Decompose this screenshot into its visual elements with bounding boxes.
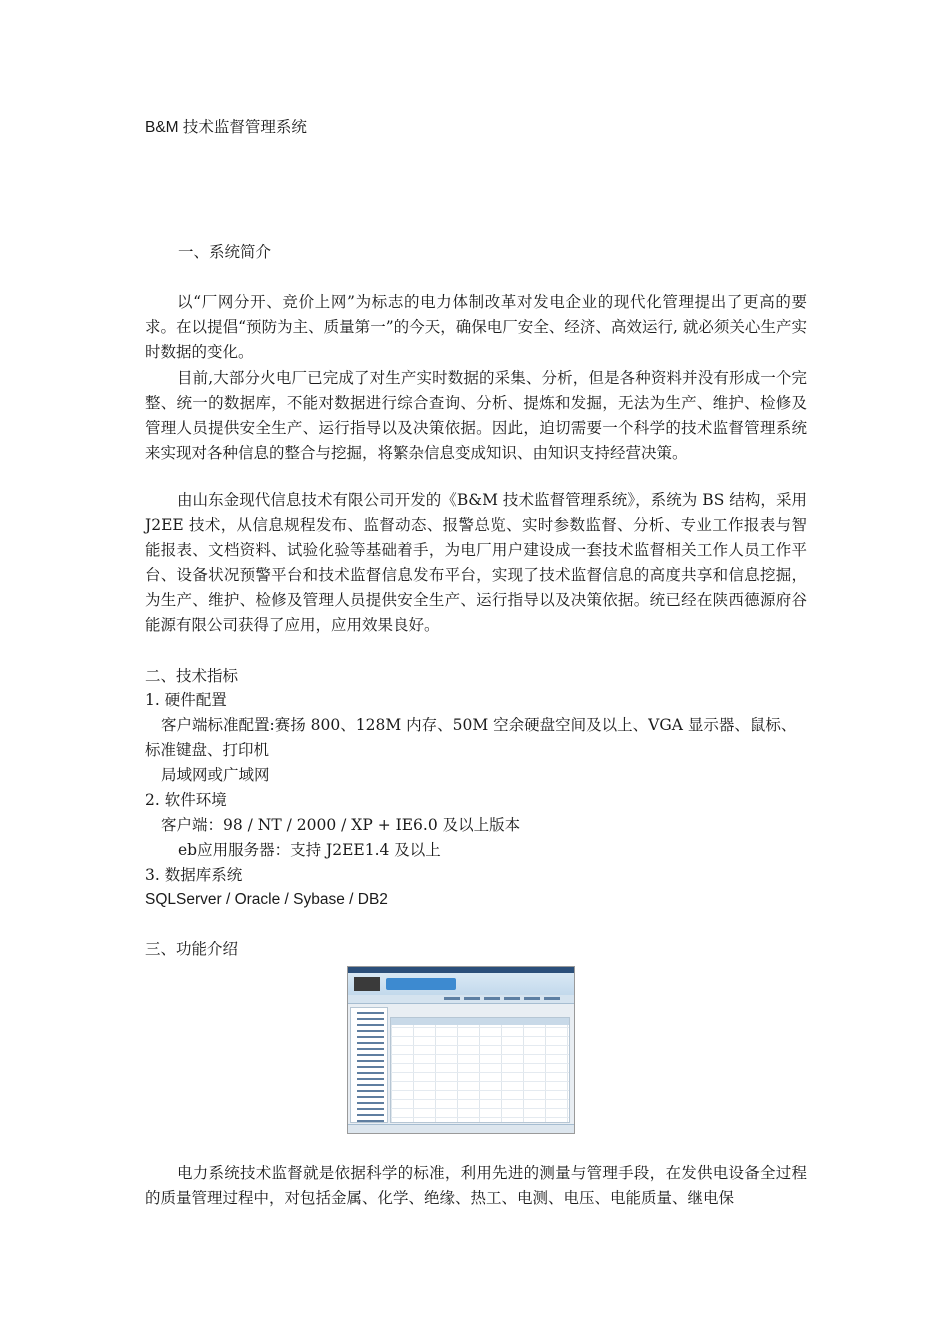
spec-software-line-1: 客户端：98 / NT / 2000 / XP + IE6.0 及以上版本: [161, 816, 521, 834]
figure-status-bar: [348, 1124, 574, 1133]
section-heading-specs: 二、技术指标: [145, 667, 239, 685]
spec-hardware-line-2: 标准键盘、打印机: [145, 741, 270, 759]
spec-item-hardware: 1. 硬件配置: [145, 691, 227, 709]
section-heading-features: 三、功能介绍: [145, 940, 239, 958]
figure-grid-header: [391, 1018, 569, 1025]
figure-banner-title: [386, 978, 456, 990]
spec-hardware-line-1: 客户端标准配置:赛扬 800、128M 内存、50M 空余硬盘空间及以上、VGA 显示器、鼠标、: [161, 716, 797, 734]
document-title: B&M 技术监督管理系统: [145, 119, 307, 136]
spec-database-line: SQLServer / Oracle / Sybase / DB2: [145, 891, 388, 908]
intro-paragraph-2: 目前,大部分火电厂已完成了对生产实时数据的采集、分析，但是各种资料并没有形成一个完整、统一的数据库，不能对数据进行综合查询、分析、提炼和发掘，无法为生产、维护、检修及管理人员提供安全生产、运行指导以及决策依据。因此，迫切需要一个科学的技术监督管理系统来实现对各种信息的整合与挖掘，将繁杂信息变成知识、由知识支持经营决策。: [145, 369, 807, 462]
figure-tree-panel: [350, 1007, 388, 1123]
spec-software-line-2: eb应用服务器：支持 J2EE1.4 及以上: [178, 841, 441, 859]
spec-item-database: 3. 数据库系统: [145, 866, 243, 884]
figure-body: [348, 1005, 574, 1125]
figure-menu-bar: [348, 995, 574, 1004]
spec-item-software: 2. 软件环境: [145, 791, 227, 809]
figure-data-grid: [390, 1017, 570, 1123]
spec-hardware-line-3: 局域网或广域网: [161, 766, 270, 784]
figure-logo: [354, 977, 380, 991]
intro-paragraph-3: 由山东金现代信息技术有限公司开发的《B&M 技术监督管理系统》，系统为 BS 结构，采用 J2EE 技术，从信息规程发布、监督动态、报警总览、实时参数监督、分析、专业工作报表与智能报表、文档资料、试验化验等基础着手，为电厂用户建设成一套技术监督相关工作人员工作平台、设备状况预警平台和技术监督信息发布平台，实现了技术监督信息的高度共享和信息挖掘， 为生产、维护、检修及管理人员提供安全生产、运行指导以及决策依据。统已经在陕西德源府谷能源有限公司获得了应用，应用效果良好。: [145, 491, 807, 634]
figure-banner: [348, 973, 574, 995]
features-paragraph-1: 电力系统技术监督就是依据科学的标准，利用先进的测量与管理手段，在发供电设备全过程的质量管理过程中，对包括金属、化学、绝缘、热工、电测、电压、电能质量、继电保: [145, 1164, 807, 1207]
intro-paragraph-1: 以“厂网分开、竞价上网”为标志的电力体制改革对发电企业的现代化管理提出了更高的要求。在以提倡“预防为主、质量第一”的今天，确保电厂安全、经济、高效运行, 就必须关心生产实时数据的变化。: [145, 293, 807, 361]
system-screenshot-figure: [347, 966, 575, 1134]
section-heading-intro: 一、系统简介: [178, 243, 272, 261]
